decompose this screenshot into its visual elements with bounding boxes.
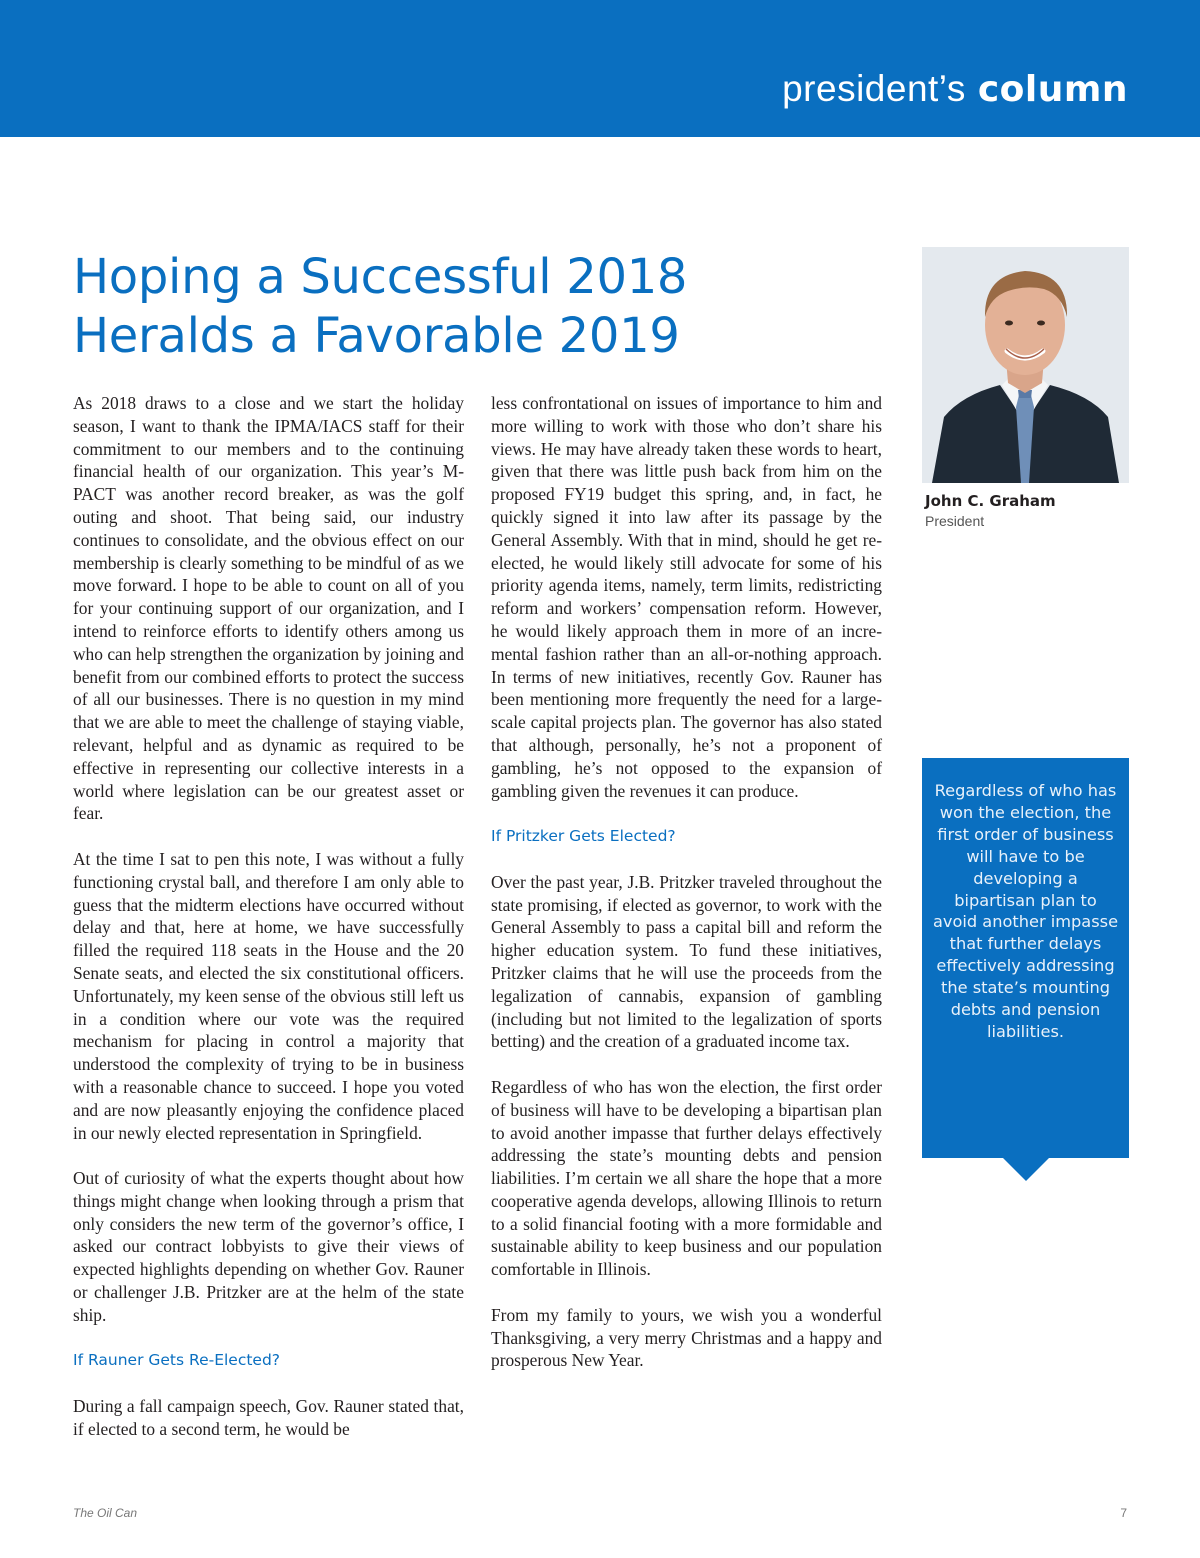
article-paragraph: less confrontational on issues of importance to him and more willing to work with those who don’t share his views. He may have already taken these words to heart, given that there was little push back from him on the proposed FY19 budget this spring, and, in fact, he quickly signed it into law after its passage by the General Assembly. With that in mind, should he get re-elected, he would likely still advocate for some of his priority agenda items, namely, term limits, redistricting reform and workers’ compensation reform. However, he would likely approach them in more of an incremental fashion rather than an all-or-nothing approach. In terms of new initiatives, recently Gov. Rauner has been mentioning more frequently the need for a large-scale capital projects plan. The governor has also stated that although, personally, he’s not a proponent of gambling, he’s not opposed to the expansion of gambling given the revenues it can produce. bbox=[491, 393, 882, 801]
byline-title: President bbox=[925, 513, 985, 529]
headline-line-1: Hoping a Successful 2018 bbox=[73, 249, 688, 305]
article-paragraph: From my family to yours, we wish you a wonderful Thanksgiving, a very merry Christmas and a happy and prosperous New Year. bbox=[491, 1304, 882, 1371]
article-paragraph: Over the past year, J.B. Pritzker traveled throughout the state promising, if elected as governor, to work with the General Assembly to pass a capital bill and reform the higher education system. To fund these initiatives, Pritzker claims that he will use the proceeds from the legalization of cannabis, expansion of gambling (including but not limited to the legalization of sports betting) and the creation of a graduated income tax. bbox=[491, 871, 882, 1052]
pull-quote bbox=[922, 758, 1129, 1158]
article-paragraph: At the time I sat to pen this note, I was without a fully functioning crystal ball, and therefore I am only able to guess that the midterm elections have occurred without delay and that, here at home, we have successfully filled the required 118 seats in the House and the 20 Senate seats, and elected the six constitutional officers. Unfortunately, my keen sense of the obvious still left us in a condition where our vote was the required mechanism for placing in control a majority that understood the complexity of trying to be in business with a reasonable chance to succeed. I hope you voted and are now pleasantly enjoying the confidence placed in our newly elected representation in Springfield. bbox=[73, 848, 464, 1143]
byline-name: John C. Graham bbox=[925, 492, 1056, 510]
footer-publication: The Oil Can bbox=[73, 1506, 138, 1520]
author-portrait-image bbox=[922, 247, 1129, 483]
section-label-light: president’s bbox=[782, 68, 966, 109]
pull-quote-pointer bbox=[1002, 1157, 1050, 1181]
section-label-bold: column bbox=[977, 69, 1128, 110]
article-paragraph: As 2018 draws to a close and we start the holiday season, I want to thank the IPMA/IACS staff for their commitment to our members and to the continuing financial health of our organization. This year’s M-PACT was another record breaker, as was the golf outing and shoot. That being said, our industry continues to consolidate, and the obvious effect on our membership is clearly something to be mindful of as we move forward. I hope to be able to count on all of you for your continuing support of our organization, and I intend to reinforce efforts to identify others among us who can help strengthen the organization by joining and benefit from our combined efforts to protect the success of all our businesses. There is no question in my mind that we are able to meet the challenge of staying viable, relevant, helpful and as dynamic as required to be effective in representing our collective interests in a world where legislation can be our greatest asset or fear. bbox=[73, 393, 464, 824]
header-band bbox=[0, 0, 1200, 137]
article-paragraph: During a fall campaign speech, Gov. Rauner stated that, if elected to a second term, he would be bbox=[73, 1396, 464, 1439]
subhead-rauner: If Rauner Gets Re-Elected? bbox=[73, 1351, 281, 1370]
author-portrait bbox=[922, 247, 1129, 483]
subhead-pritzker: If Pritzker Gets Elected? bbox=[491, 827, 676, 846]
section-label bbox=[782, 68, 1128, 110]
article-paragraph: Out of curiosity of what the experts thought about how things might change when looking through a prism that only considers the new term of the governor’s office, I asked our contract lobbyists to give their views of expected highlights depending on whether Gov. Rauner or challenger J.B. Pritzker are at the helm of the state ship. bbox=[73, 1168, 464, 1325]
article-column-left bbox=[73, 392, 464, 1441]
article-headline bbox=[73, 248, 873, 366]
footer-page-number: 7 bbox=[1120, 1506, 1127, 1520]
pull-quote-text: Regardless of who has won the election, the first order of business will have to be developing a bipartisan plan to avoid another impasse that further delays effectively addressing the state’s mounting debts and pension liabilities. bbox=[932, 781, 1119, 1041]
article-column-right bbox=[491, 392, 882, 1372]
headline-line-2: Heralds a Favorable 2019 bbox=[73, 308, 680, 364]
article-paragraph: Regardless of who has won the election, the first order of business will have to be developing a bipartisan plan to avoid another impasse that further delays effectively addressing the state’s mounting debts and pension liabilities. I’m certain we all share the hope that a more cooperative agenda develops, allowing Illinois to return to a solid financial footing with a more formidable and sustainable ability to keep business and our population comfortable in Illinois. bbox=[491, 1076, 882, 1280]
